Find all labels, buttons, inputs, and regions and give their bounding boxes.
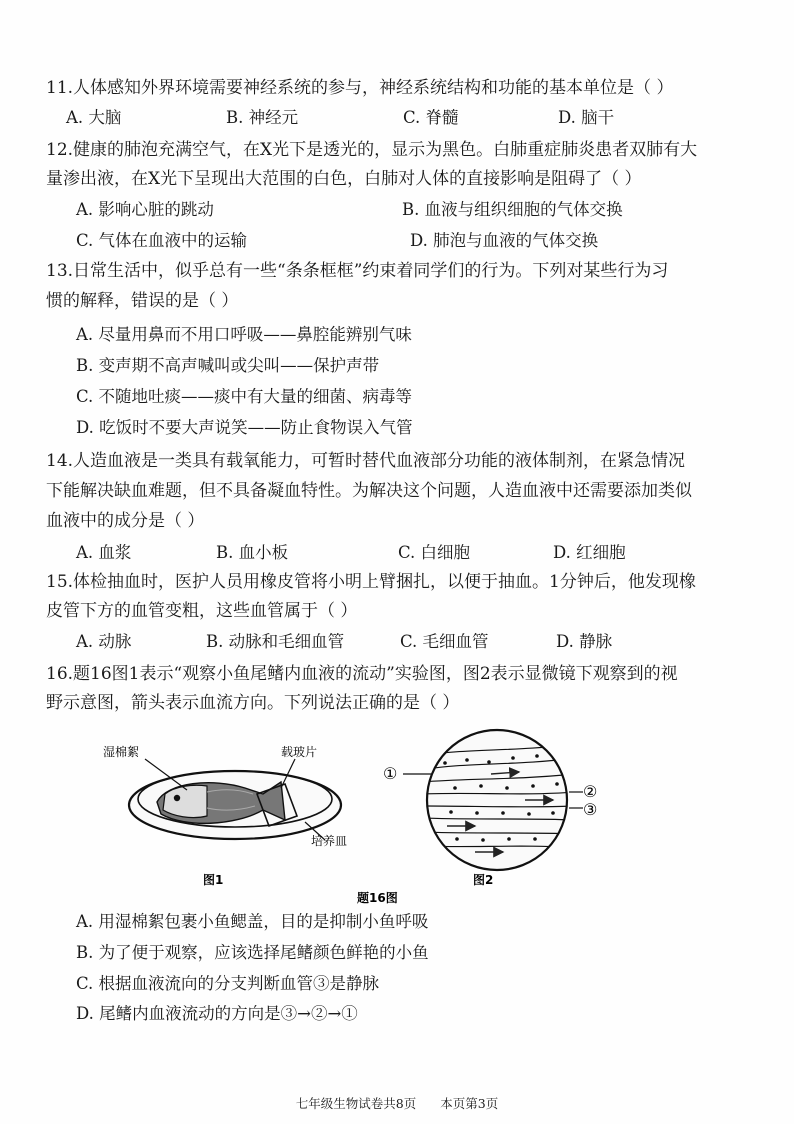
q13-option-a: A. 尽量用鼻而不用口呼吸——鼻腔能辨别气味 (76, 325, 412, 344)
q16-option-a: A. 用湿棉絮包裹小鱼鳃盖，目的是抑制小鱼呼吸 (76, 912, 429, 931)
q16-option-d: D. 尾鳍内血液流动的方向是③→②→① (76, 1004, 358, 1023)
footer-page-number: 本页第3页 (440, 1096, 499, 1111)
q11-option-a: A. 大脑 (66, 108, 122, 127)
q15-option-c: C. 毛细血管 (400, 632, 489, 651)
q12-stem-line2: 量渗出液，在X光下呈现出大范围的白色，白肺对人体的直接影响是阻碍了（ ） (46, 169, 642, 189)
q16-option-b: B. 为了便于观察，应该选择尾鳍颜色鲜艳的小鱼 (76, 943, 429, 962)
label-glass-slide: 载玻片 (281, 745, 318, 759)
q14-stem-line2: 下能解决缺血难题，但不具备凝血特性。为解决这个问题，人造血液中还需要添加类似 (46, 481, 692, 501)
q14-option-c: C. 白细胞 (398, 543, 471, 562)
q15-option-a: A. 动脉 (76, 632, 132, 651)
q13-option-b: B. 变声期不高声喊叫或尖叫——保护声带 (76, 356, 380, 375)
q15-option-d: D. 静脉 (556, 632, 613, 651)
figure-title: 题16图 (357, 891, 398, 905)
q16-option-c: C. 根据血液流向的分支判断血管③是静脉 (76, 974, 380, 993)
q12-option-c: C. 气体在血液中的运输 (76, 231, 248, 250)
q15-stem-line2: 皮管下方的血管变粗，这些血管属于（ ） (46, 601, 358, 621)
q12-option-a: A. 影响心脏的跳动 (76, 200, 214, 219)
q12-option-b: B. 血液与组织细胞的气体交换 (402, 200, 623, 219)
q11-option-b: B. 神经元 (226, 108, 299, 127)
q11-option-d: D. 脑干 (558, 108, 615, 127)
q13-stem-line2: 惯的解释，错误的是（ ） (46, 291, 239, 311)
footer-total-pages: 七年级生物试卷共8页 (295, 1096, 417, 1111)
q13-stem-line1: 13.日常生活中，似乎总有一些“条条框框”约束着同学们的行为。下列对某些行为习 (46, 261, 669, 281)
fig2-caption: 图2 (473, 873, 494, 887)
q16-figure (95, 722, 615, 912)
q14-option-a: A. 血浆 (76, 543, 132, 562)
q13-option-d: D. 吃饭时不要大声说笑——防止食物误入气管 (76, 418, 413, 437)
q12-stem-line1: 12.健康的肺泡充满空气，在X光下是透光的，显示为黑色。白肺重症肺炎患者双肺有大 (46, 140, 698, 160)
q11-option-c: C. 脊髓 (403, 108, 459, 127)
page-footer (0, 1094, 794, 1112)
q16-figure-svg (95, 722, 615, 912)
label-petri-dish: 培养皿 (311, 834, 348, 848)
q11-stem: 11.人体感知外界环境需要神经系统的参与，神经系统结构和功能的基本单位是（ ） (46, 78, 674, 98)
q16-stem-line1: 16.题16图1表示“观察小鱼尾鳍内血液的流动”实验图，图2表示显微镜下观察到的视 (46, 664, 678, 684)
q13-option-c: C. 不随地吐痰——痰中有大量的细菌、病毒等 (76, 387, 413, 406)
q14-stem-line1: 14.人造血液是一类具有载氧能力，可暂时替代血液部分功能的液体制剂，在紧急情况 (46, 451, 686, 471)
q15-stem-line1: 15.体检抽血时，医护人员用橡皮管将小明上臂捆扎，以便于抽血。1分钟后，他发现橡 (46, 572, 696, 592)
label-wet-cotton: 湿棉絮 (103, 745, 140, 759)
marker-1: ① (383, 764, 398, 783)
marker-2: ② (583, 782, 598, 801)
q15-option-b: B. 动脉和毛细血管 (206, 632, 345, 651)
q16-stem-line2: 野示意图，箭头表示血流方向。下列说法正确的是（ ） (46, 693, 460, 713)
q14-option-d: D. 红细胞 (553, 543, 626, 562)
q12-option-d: D. 肺泡与血液的气体交换 (410, 231, 599, 250)
marker-3: ③ (583, 800, 598, 819)
q14-option-b: B. 血小板 (216, 543, 289, 562)
q14-stem-line3: 血液中的成分是（ ） (46, 511, 205, 531)
fig1-caption: 图1 (203, 873, 224, 887)
